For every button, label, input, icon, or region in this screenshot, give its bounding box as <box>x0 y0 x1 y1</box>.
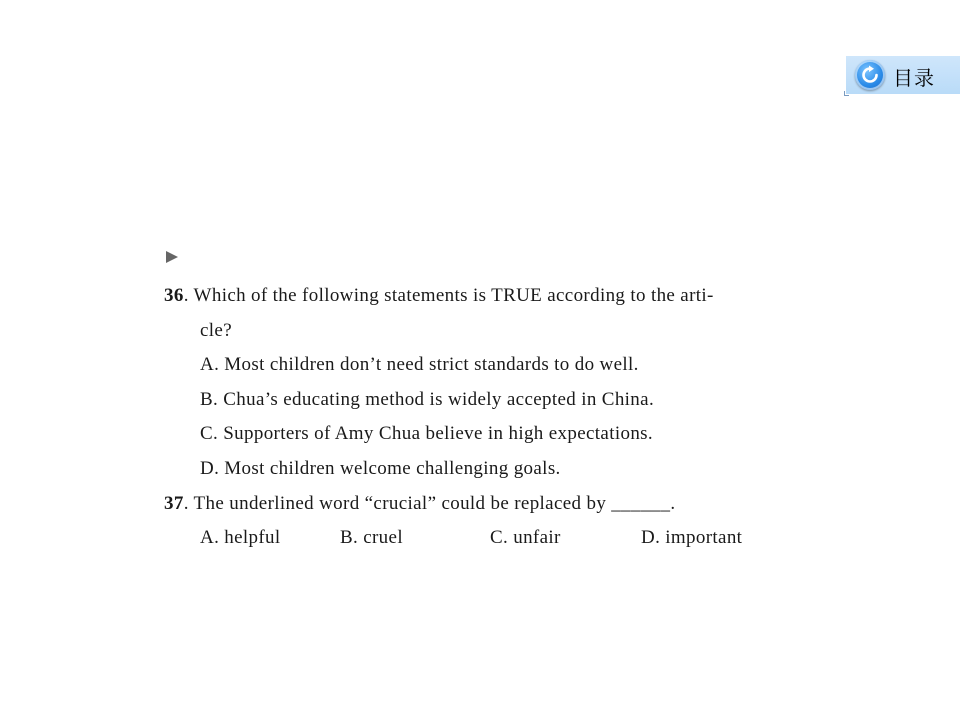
question-36-option-b[interactable]: B. Chua’s educating method is widely accepted in China. <box>200 388 655 410</box>
button-corner-mark <box>844 91 849 96</box>
question-number: 36 <box>164 285 184 306</box>
question-37-option-b[interactable]: B. cruel <box>340 527 403 549</box>
question-36-option-d[interactable]: D. Most children welcome challenging goals. <box>200 457 561 479</box>
question-stem-text: . The underlined word “crucial” could be replaced by ______. <box>183 492 676 514</box>
table-of-contents-button[interactable] <box>846 56 960 94</box>
question-stem-text: . Which of the following statements is TRUE according to the arti- <box>183 285 714 306</box>
play-triangle-icon <box>166 251 178 263</box>
refresh-circle-icon <box>855 60 885 90</box>
question-37-option-a[interactable]: A. helpful <box>200 527 281 549</box>
table-of-contents-label: 目录 <box>893 66 935 90</box>
question-36-stem <box>164 279 824 314</box>
question-37-options <box>164 521 824 556</box>
question-37-option-d[interactable]: D. important <box>641 527 743 549</box>
question-36-stem-continued: cle? <box>200 319 232 341</box>
question-37-option-c[interactable]: C. unfair <box>490 527 561 549</box>
question-list <box>164 279 824 556</box>
question-36-option-c[interactable]: C. Supporters of Amy Chua believe in high expectations. <box>200 423 654 445</box>
question-number: 37 <box>164 492 184 514</box>
question-36-option-a[interactable]: A. Most children don’t need strict standards to do well. <box>200 354 639 376</box>
question-37-stem <box>164 487 824 522</box>
